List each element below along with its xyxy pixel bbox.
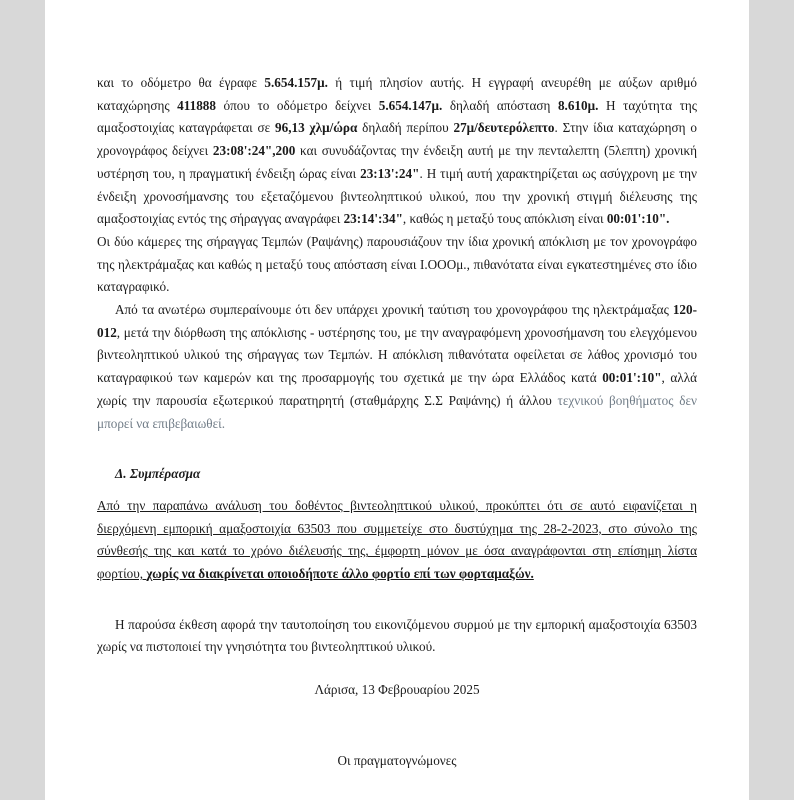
final-paragraph-text: Η παρούσα έκθεση αφορά την ταυτοποίηση του εικονιζόμενου συρμού με την εμπορική αμαξοστοιχία 63503 χωρίς να πιστοποιεί την γνησιότητα του βιντεοληπτικού υλικού. [97, 616, 697, 655]
section-title: Δ. Συμπέρασμα [115, 466, 201, 482]
paragraph-3-text: Από τα ανωτέρω συμπεραίνουμε ότι δεν υπάρχει χρονική ταύτιση του χρονογράφου της ηλεκτράμαξας 120-012, μετά την διόρθωση της απόκλισης - υστέρησης του, με την αναγραφόμενη χρονοσήμανση του ελεγχόμενου βιντεοληπτικού υλικού της σήραγγας των Τεμπών. Η απόκλιση πιθανότατα οφείλεται σε λάθος χρονισμό του καταγραφικού των καμερών και της προσαρμογής του σχετικά με την ώρα Ελλάδος κατά 00:01':10", αλλά χωρίς την παρουσία εξωτερικού παρατηρητή (σταθμάρχης Σ.Σ Ραψάνης) ή άλλου τεχνικού βοηθήματος δεν μπορεί να επιβεβαιωθεί. [97, 302, 697, 431]
paragraph-2-text: Οι δύο κάμερες της σήραγγας Τεμπών (Ραψάνης) παρουσιάζουν την ίδια χρονική απόκλιση με τον χρονογράφο της ηλεκτράμαξας και καθώς η μεταξύ τους απόσταση είναι Ι.ΟΟΟμ., πιθανότατα είναι εγκατεστημένες στο ίδιο καταγραφικό. [97, 233, 697, 295]
conclusion-paragraph [97, 495, 697, 586]
spacer [97, 586, 697, 614]
spacer [97, 486, 697, 495]
document-page [45, 0, 749, 800]
paragraph-1 [97, 72, 697, 231]
signature-label: Οι πραγματογνώμονες [337, 752, 457, 768]
spacer [97, 659, 697, 679]
paragraph-2 [97, 231, 697, 299]
spacer [97, 435, 697, 463]
spacer [97, 702, 697, 730]
final-paragraph [97, 614, 697, 659]
conclusion-text: Από την παραπάνω ανάλυση του δοθέντος βιντεοληπτικού υλικού, προκύπτει ότι σε αυτό ειφανίζεται η διερχόμενη εμπορική αμαξοστοιχία 63503 που συμμετείχε στο δυστύχημα της 28-2-2023, στο σύνολο της σύνθεσής της και κατά το χρόνο διέλευσής της, έμφορτη μόνον με όσα αναγράφονται στη επίσημη λίστα φορτίου, χωρίς να διακρίνεται οποιοδήποτε άλλο φορτίο επί των φορταμαξών. [97, 497, 697, 582]
spacer [97, 730, 697, 750]
place-date: Λάρισα, 13 Φεβρουαρίου 2025 [314, 682, 480, 698]
paragraph-3 [97, 299, 697, 435]
paragraph-1-text: και το οδόμετρο θα έγραφε 5.654.157μ. ή τιμή πλησίον αυτής. Η εγγραφή ανευρέθη με αύξων αριθμό καταχώρησης 411888 όπου το οδόμετρο δείχνει 5.654.147μ. δηλαδή απόσταση 8.610μ. Η ταχύτητα της αμαξοστοιχίας καταγράφεται σε 96,13 χλμ/ώρα δηλαδή περίπου 27μ/δευτερόλεπτο. Στην ίδια καταχώρηση ο χρονογράφος δείχνει 23:08':24",200 και συνυδάζοντας την ένδειξη αυτή με την πενταλεπτη (5λεπτη) χρονική υστέρηση του, η πραγματική ένδειξη ώρας είναι 23:13':24". Η τιμή αυτή χαρακτηρίζεται ως ασύγχρονη με την ένδειξη χρονοσήμανσης του εξεταζόμενου βιντεοληπτικού υλικού, που την χρονική στιγμή διέλευσης της αμαξοστοιχίας εντός της σήραγγας αναγράφει 23:14':34", καθώς η μεταξύ τους απόκλιση είναι 00:01':10". [97, 75, 697, 227]
document-body [97, 72, 697, 773]
